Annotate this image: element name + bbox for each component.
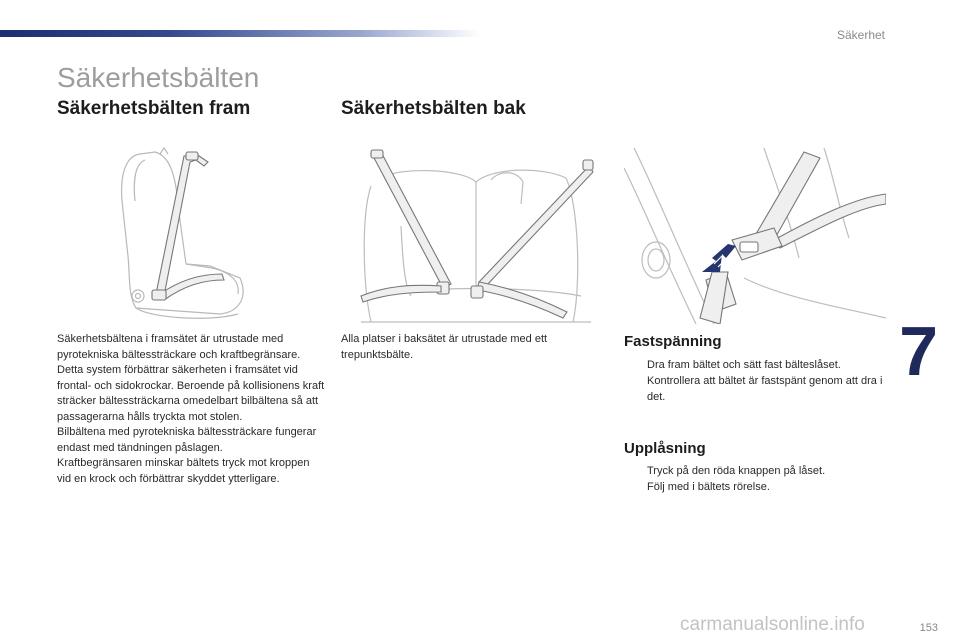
rear-body-text bbox=[341, 332, 591, 363]
list-item: Dra fram bältet och sätt fast bälteslåset. bbox=[647, 359, 841, 371]
unfastening-heading: Upplåsning bbox=[624, 440, 706, 457]
unfastening-list bbox=[624, 463, 889, 495]
rear-seat-illustration bbox=[341, 146, 611, 326]
list-item: Följ med i bältets rörelse. bbox=[647, 481, 770, 493]
front-paragraph: Säkerhetsbältena i framsätet är utrustade med pyrotekniska bältessträckare och kraftbegränsare. bbox=[57, 333, 301, 361]
front-paragraph: Detta system förbättrar säkerheten i framsätet vid frontal- och sidokrockar. Beroende på kollisionens kraft sträcker bältessträckarna omedelbart bilbältena så att passagerarna hålls tryckta mot stolen. bbox=[57, 364, 325, 423]
front-paragraph: Kraftbegränsaren minskar bältets tryck mot kroppen vid en krock och förbättrar skyddet ytterligare. bbox=[57, 457, 310, 485]
page-number: 153 bbox=[919, 622, 938, 634]
chapter-label: Säkerhet bbox=[836, 28, 885, 42]
list-item: Kontrollera att bältet är fastspänt genom att dra i det. bbox=[647, 375, 883, 403]
header-gradient-bar bbox=[0, 30, 480, 37]
rear-paragraph: Alla platser i baksätet är utrustade med ett trepunktsbälte. bbox=[341, 333, 548, 361]
rear-heading: Säkerhetsbälten bak bbox=[341, 98, 526, 119]
fastening-list bbox=[624, 357, 889, 405]
front-body-text bbox=[57, 332, 325, 487]
buckle-illustration bbox=[624, 148, 886, 324]
watermark: carmanualsonline.info bbox=[680, 614, 865, 635]
front-heading: Säkerhetsbälten fram bbox=[57, 98, 251, 119]
chapter-number: 7 bbox=[899, 312, 938, 390]
front-seat-illustration bbox=[100, 146, 260, 326]
page-title: Säkerhetsbälten bbox=[57, 62, 260, 93]
fastening-heading: Fastspänning bbox=[624, 333, 722, 350]
front-paragraph: Bilbältena med pyrotekniska bältessträckare fungerar endast med tändningen påslagen. bbox=[57, 426, 317, 454]
list-item: Tryck på den röda knappen på låset. bbox=[647, 465, 826, 477]
